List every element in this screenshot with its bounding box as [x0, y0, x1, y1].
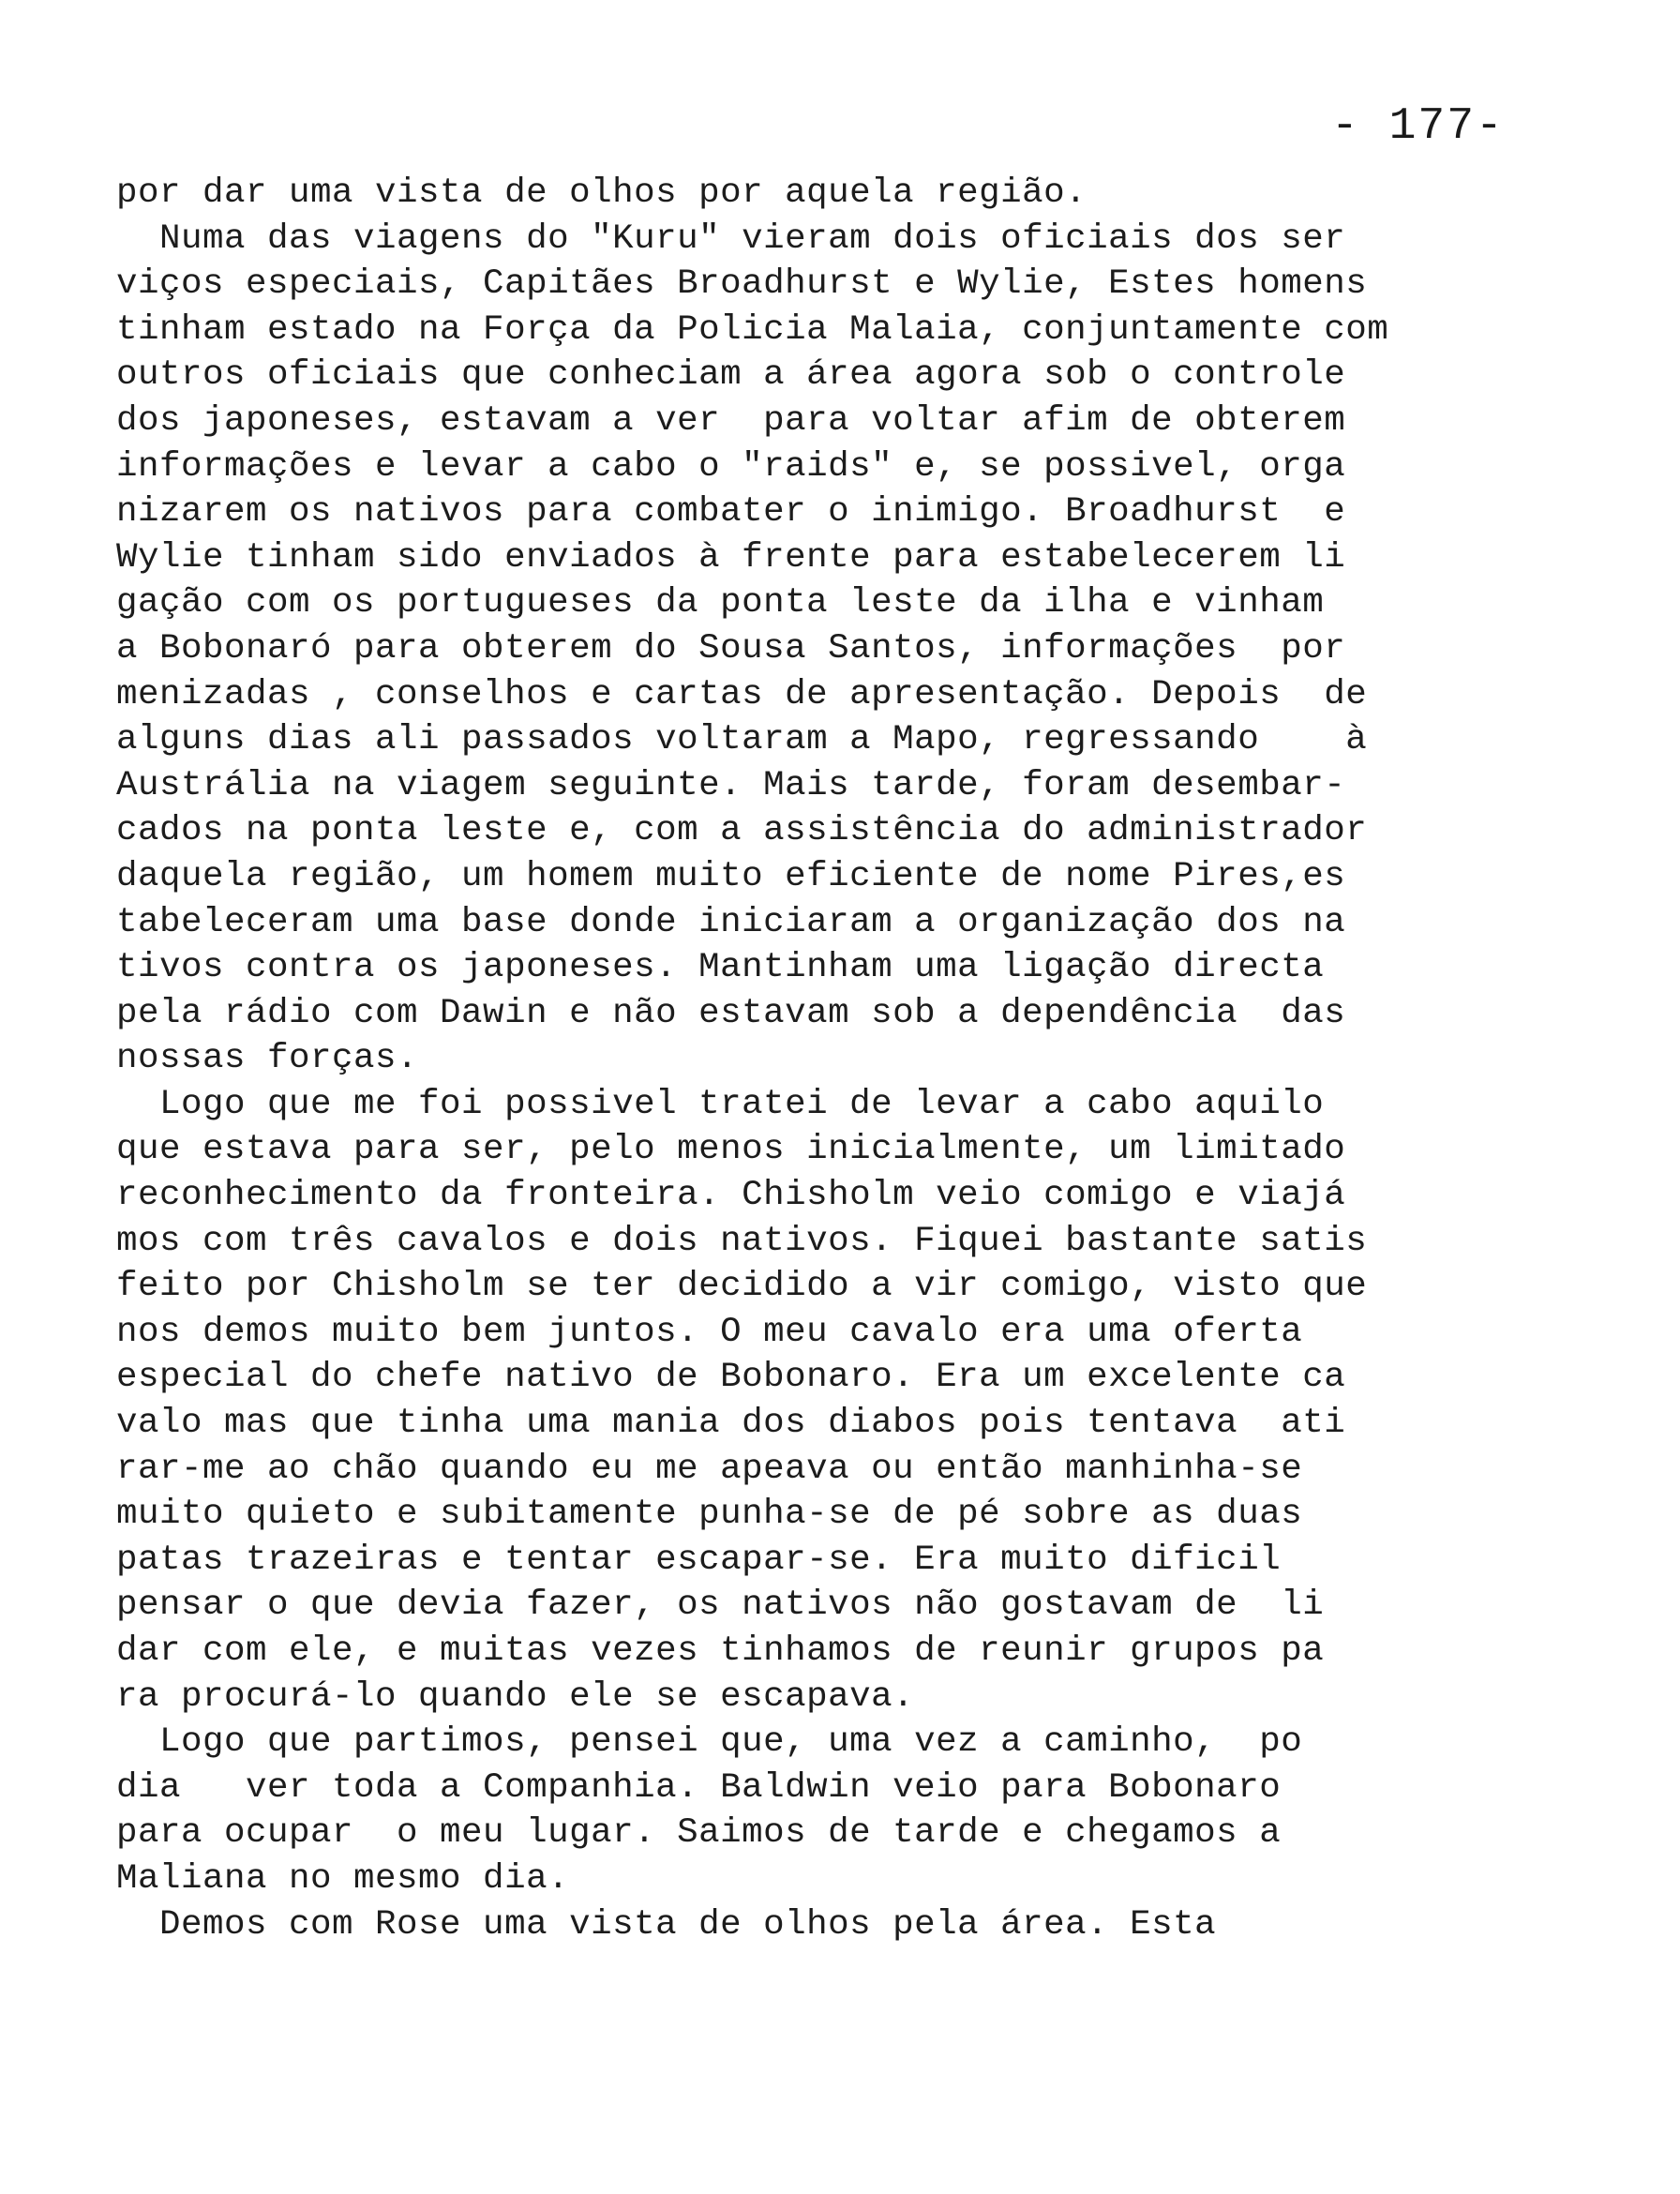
text-line: Logo que partimos, pensei que, uma vez a caminho, po	[116, 1722, 1303, 1763]
text-line: viços especiais, Capitães Broadhurst e Wylie, Estes homens	[116, 264, 1368, 305]
text-line: nizarem os nativos para combater o inimigo. Broadhurst e	[116, 492, 1346, 533]
text-line: por dar uma vista de olhos por aquela região.	[116, 173, 1088, 213]
text-line: nossas forças.	[116, 1039, 419, 1079]
text-line: Demos com Rose uma vista de olhos pela área. Esta	[116, 1904, 1217, 1945]
text-line: Maliana no mesmo dia.	[116, 1858, 570, 1899]
text-line: reconhecimento da fronteira. Chisholm veio comigo e viajá	[116, 1176, 1346, 1216]
text-line: daquela região, um homem muito eficiente de nome Pires,es	[116, 856, 1346, 896]
text-line: informações e levar a cabo o "raids" e, se possivel, orga	[116, 446, 1346, 487]
text-line: outros oficiais que conheciam a área agora sob o controle	[116, 355, 1346, 396]
text-line: cados na ponta leste e, com a assistência do administrador	[116, 811, 1368, 851]
text-line: dar com ele, e muitas vezes tinhamos de reunir grupos pa	[116, 1631, 1325, 1671]
text-line: feito por Chisholm se ter decidido a vir comigo, visto que	[116, 1267, 1368, 1307]
text-line: tinham estado na Força da Policia Malaia, conjuntamente com	[116, 309, 1389, 350]
text-line: Logo que me foi possivel tratei de levar a cabo aquilo	[116, 1084, 1325, 1124]
text-line: nos demos muito bem juntos. O meu cavalo era uma oferta	[116, 1312, 1303, 1352]
text-line: a Bobonaró para obterem do Sousa Santos, informações por	[116, 628, 1346, 669]
text-line: para ocupar o meu lugar. Saimos de tarde e chegamos a	[116, 1813, 1282, 1854]
text-line: que estava para ser, pelo menos inicialmente, um limitado	[116, 1130, 1346, 1170]
text-line: alguns dias ali passados voltaram a Mapo, regressando à	[116, 720, 1368, 760]
text-line: Wylie tinham sido enviados à frente para estabelecerem li	[116, 537, 1346, 578]
text-line: Numa das viagens do "Kuru" vieram dois oficiais dos ser	[116, 218, 1346, 259]
text-line: tabeleceram uma base donde iniciaram a organização dos na	[116, 902, 1346, 942]
text-line: patas trazeiras e tentar escapar-se. Era muito dificil	[116, 1540, 1282, 1580]
text-line: gação com os portugueses da ponta leste da ilha e vinham	[116, 583, 1325, 624]
text-line: menizadas , conselhos e cartas de apresentação. Depois de	[116, 674, 1368, 714]
text-line: mos com três cavalos e dois nativos. Fiquei bastante satis	[116, 1221, 1368, 1261]
text-line: ra procurá-lo quando ele se escapava.	[116, 1676, 915, 1717]
text-line: muito quieto e subitamente punha-se de pé sobre as duas	[116, 1495, 1303, 1535]
typewritten-body	[116, 171, 1522, 1947]
text-line: dos japoneses, estavam a ver para voltar afim de obterem	[116, 400, 1346, 441]
page-number: - 177-	[1331, 101, 1505, 152]
text-line: especial do chefe nativo de Bobonaro. Era um excelente ca	[116, 1358, 1346, 1398]
text-line: Austrália na viagem seguinte. Mais tarde, foram desembar-	[116, 765, 1346, 805]
text-line: valo mas que tinha uma mania dos diabos pois tentava ati	[116, 1404, 1346, 1444]
text-line: tivos contra os japoneses. Mantinham uma ligação directa	[116, 948, 1325, 988]
text-line: pela rádio com Dawin e não estavam sob a dependência das	[116, 993, 1346, 1033]
text-line: dia ver toda a Companhia. Baldwin veio para Bobonaro	[116, 1767, 1282, 1808]
text-line: pensar o que devia fazer, os nativos não gostavam de li	[116, 1585, 1325, 1626]
text-line: rar-me ao chão quando eu me apeava ou então manhinha-se	[116, 1449, 1303, 1489]
